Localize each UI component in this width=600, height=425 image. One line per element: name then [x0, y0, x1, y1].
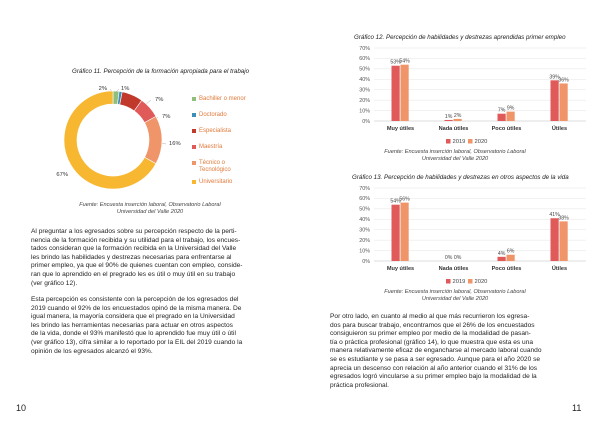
bar-value-label: 53% — [390, 59, 401, 66]
bar — [551, 218, 559, 261]
text-line: de la vida, donde el 93% manifestó que lo aprendido fue muy útil o útil — [31, 330, 236, 338]
text-line: (ver gráfico 12). — [31, 279, 78, 287]
bar-chart-13 — [340, 182, 590, 294]
bar — [445, 120, 453, 121]
bar-value-label: 36% — [558, 77, 569, 84]
legend-label: Doctorado — [199, 112, 227, 118]
legend-label: Especialista — [199, 128, 232, 134]
x-category-label: Nada útiles — [438, 266, 469, 272]
bar-value-label: 9% — [506, 105, 515, 112]
y-tick-label: 70% — [359, 45, 370, 52]
y-tick-label: 10% — [359, 248, 370, 255]
bar-value-label: 41% — [549, 212, 560, 219]
y-tick-label: 60% — [359, 56, 370, 63]
x-category-label: Poco útiles — [491, 266, 522, 272]
legend-label: Maestría — [199, 144, 223, 150]
source-line: Fuente: Encuesta inserción laboral, Observatorio Laboral — [384, 149, 526, 155]
text-line: se es estudiante y se pasa a ser egresado. Aunque para el año 2020 se — [330, 355, 541, 363]
y-tick-label: 0% — [362, 118, 370, 125]
text-line: Al preguntar a los egresados sobre su percepción respecto de la perti- — [31, 228, 237, 235]
x-category-label: Útiles — [551, 266, 568, 272]
donut-slice — [145, 116, 162, 163]
bar — [560, 221, 568, 261]
x-category-label: Muy útiles — [386, 126, 415, 132]
y-tick-label: 40% — [359, 77, 370, 84]
legend-swatch — [192, 161, 196, 165]
text-line: nencia de la formación recibida y su utilidad para el trabajo, los encues- — [31, 236, 241, 244]
text-line: egresados logró vincularse a su primer empleo bajo la modalidad de la — [330, 373, 537, 381]
bar-value-label: 54% — [399, 58, 410, 65]
y-tick-label: 30% — [359, 227, 370, 234]
slice-label: 2% — [98, 86, 107, 92]
text-line: Por otro lado, en cuanto al medio al que más recurrieron los egresa- — [330, 313, 530, 320]
legend-swatch — [446, 279, 451, 284]
right-paragraph-1 — [330, 313, 570, 390]
left-paragraph-2 — [31, 296, 271, 356]
y-tick-label: 50% — [359, 206, 370, 213]
bar-value-label: 2% — [453, 112, 462, 119]
legend-swatch — [192, 180, 196, 184]
text-line: Esta percepción es consistente con la percepción de los egresados del — [31, 296, 239, 303]
text-line: tados consideran que la formación recibida en la Universidad del Valle — [31, 245, 237, 253]
figure-12-title: Gráfico 12. Percepción de habilidades y destrezas aprendidas primer empleo — [354, 34, 566, 41]
y-tick-label: 50% — [359, 66, 370, 73]
source-line: Universidad del Valle 2020 — [421, 296, 489, 303]
legend-label: 2019 — [452, 279, 466, 285]
figure-13-source — [340, 289, 570, 304]
bar-value-label: 4% — [497, 250, 506, 257]
y-tick-label: 10% — [359, 108, 370, 115]
y-tick-label: 40% — [359, 217, 370, 224]
figure-11-title: Gráfico 11. Percepción de la formación apropiada para el trabajo — [72, 68, 250, 75]
slice-label: 1% — [121, 86, 130, 92]
text-line: dos para buscar trabajo, encontramos que el 26% de los encuestados — [330, 321, 535, 329]
legend-label: Universitario — [199, 179, 233, 185]
text-line: igual manera, la mayoría considera que el pregrado en la Universidad — [31, 313, 235, 321]
bar — [507, 255, 515, 261]
text-line: práctica profesional. — [330, 381, 390, 389]
bar-value-label: 38% — [558, 215, 569, 222]
bar — [498, 114, 506, 121]
bar-value-label: 0% — [444, 255, 453, 261]
text-line: consiguieron su primer empleo por medio de la modalidad de pasan- — [330, 330, 531, 338]
text-line: opinión de los egresados alcanzó el 93%. — [31, 347, 153, 355]
text-line: les brindo las herramientas necesarias para actuar en otros aspectos — [31, 321, 233, 329]
legend-swatch — [192, 113, 196, 117]
bar-value-label: 7% — [497, 107, 506, 114]
text-line: 2019 cuando el 92% de los encuestados opinó de la misma manera. De — [31, 304, 242, 312]
y-tick-label: 70% — [359, 185, 370, 192]
bar-chart-12 — [340, 42, 590, 154]
x-category-label: Útiles — [551, 126, 568, 132]
leader-line — [146, 100, 151, 104]
legend-swatch — [468, 279, 473, 284]
bar — [392, 205, 400, 261]
figure-12-source — [340, 149, 570, 164]
legend-label: Bachiller o menor — [199, 96, 246, 102]
bar — [401, 65, 409, 121]
source-line: Universidad del Valle 2020 — [116, 209, 184, 216]
legend-label: 2020 — [474, 139, 488, 145]
page-number: 10 — [16, 403, 27, 413]
bar-value-label: 54% — [390, 198, 401, 205]
legend-label: Técnico o — [199, 160, 226, 166]
y-tick-label: 60% — [359, 196, 370, 203]
y-tick-label: 30% — [359, 87, 370, 94]
bar — [560, 83, 568, 121]
slice-label: 16% — [169, 141, 181, 147]
text-line: (ver gráfico 13), cifra similar a lo reportado por la EIL del 2019 cuando la — [31, 338, 243, 346]
y-tick-label: 20% — [359, 237, 370, 244]
bar — [507, 112, 515, 121]
text-line: aprecia un descenso con relación al año anterior cuando el 31% de los — [330, 364, 538, 372]
bar-value-label: 39% — [549, 74, 560, 81]
bar-value-label: 56% — [399, 196, 410, 203]
right-page — [300, 0, 600, 425]
bar — [551, 80, 559, 121]
legend-swatch — [446, 139, 451, 144]
text-line: ran que lo aprendido en el pregrado les es útil o muy útil en su trabajo — [31, 270, 236, 278]
legend-label: 2019 — [452, 139, 466, 145]
y-tick-label: 0% — [362, 258, 370, 265]
legend-swatch — [192, 129, 196, 133]
bar-value-label: 1% — [444, 113, 453, 120]
figure-11-source — [40, 202, 260, 217]
x-category-label: Poco útiles — [491, 126, 522, 132]
text-line: manera relativamente eficaz de engancharse al mercado laboral cuando — [330, 347, 542, 355]
bar — [498, 257, 506, 261]
bar — [392, 66, 400, 121]
slice-label: 7% — [162, 114, 171, 120]
text-line: tía o práctica profesional (gráfico 14), lo que muestra que esta es una — [330, 338, 534, 346]
legend-label: 2020 — [474, 279, 488, 285]
x-category-label: Muy útiles — [386, 266, 415, 272]
source-line: Universidad del Valle 2020 — [421, 156, 489, 163]
legend-swatch — [468, 139, 473, 144]
slice-label: 67% — [56, 172, 68, 178]
legend-label: Tecnológico — [199, 167, 231, 173]
bar-value-label: 6% — [506, 248, 515, 255]
legend-swatch — [192, 97, 196, 101]
bar — [454, 119, 462, 121]
left-paragraph-1 — [31, 228, 271, 288]
source-line: Fuente: Encuesta inserción laboral, Observatorio Laboral — [79, 202, 221, 208]
bar — [401, 203, 409, 261]
text-line: primer empleo, ya que el 90% de quienes cuentan con empleo, conside- — [31, 262, 243, 270]
page-number: 11 — [572, 403, 582, 413]
bar-value-label: 0% — [453, 255, 462, 261]
y-tick-label: 20% — [359, 97, 370, 104]
text-line: les brindo las habilidades y destrezas necesarias para enfrentarse al — [31, 253, 232, 261]
x-category-label: Nada útiles — [438, 126, 469, 132]
slice-label: 7% — [155, 97, 164, 103]
figure-13-title: Gráfico 13. Percepción de habilidades y destrezas en otros aspectos de la vida — [352, 174, 569, 181]
source-line: Fuente: Encuesta inserción laboral, Observatorio Laboral — [384, 289, 526, 295]
legend-swatch — [192, 145, 196, 149]
leader-line — [162, 143, 166, 144]
